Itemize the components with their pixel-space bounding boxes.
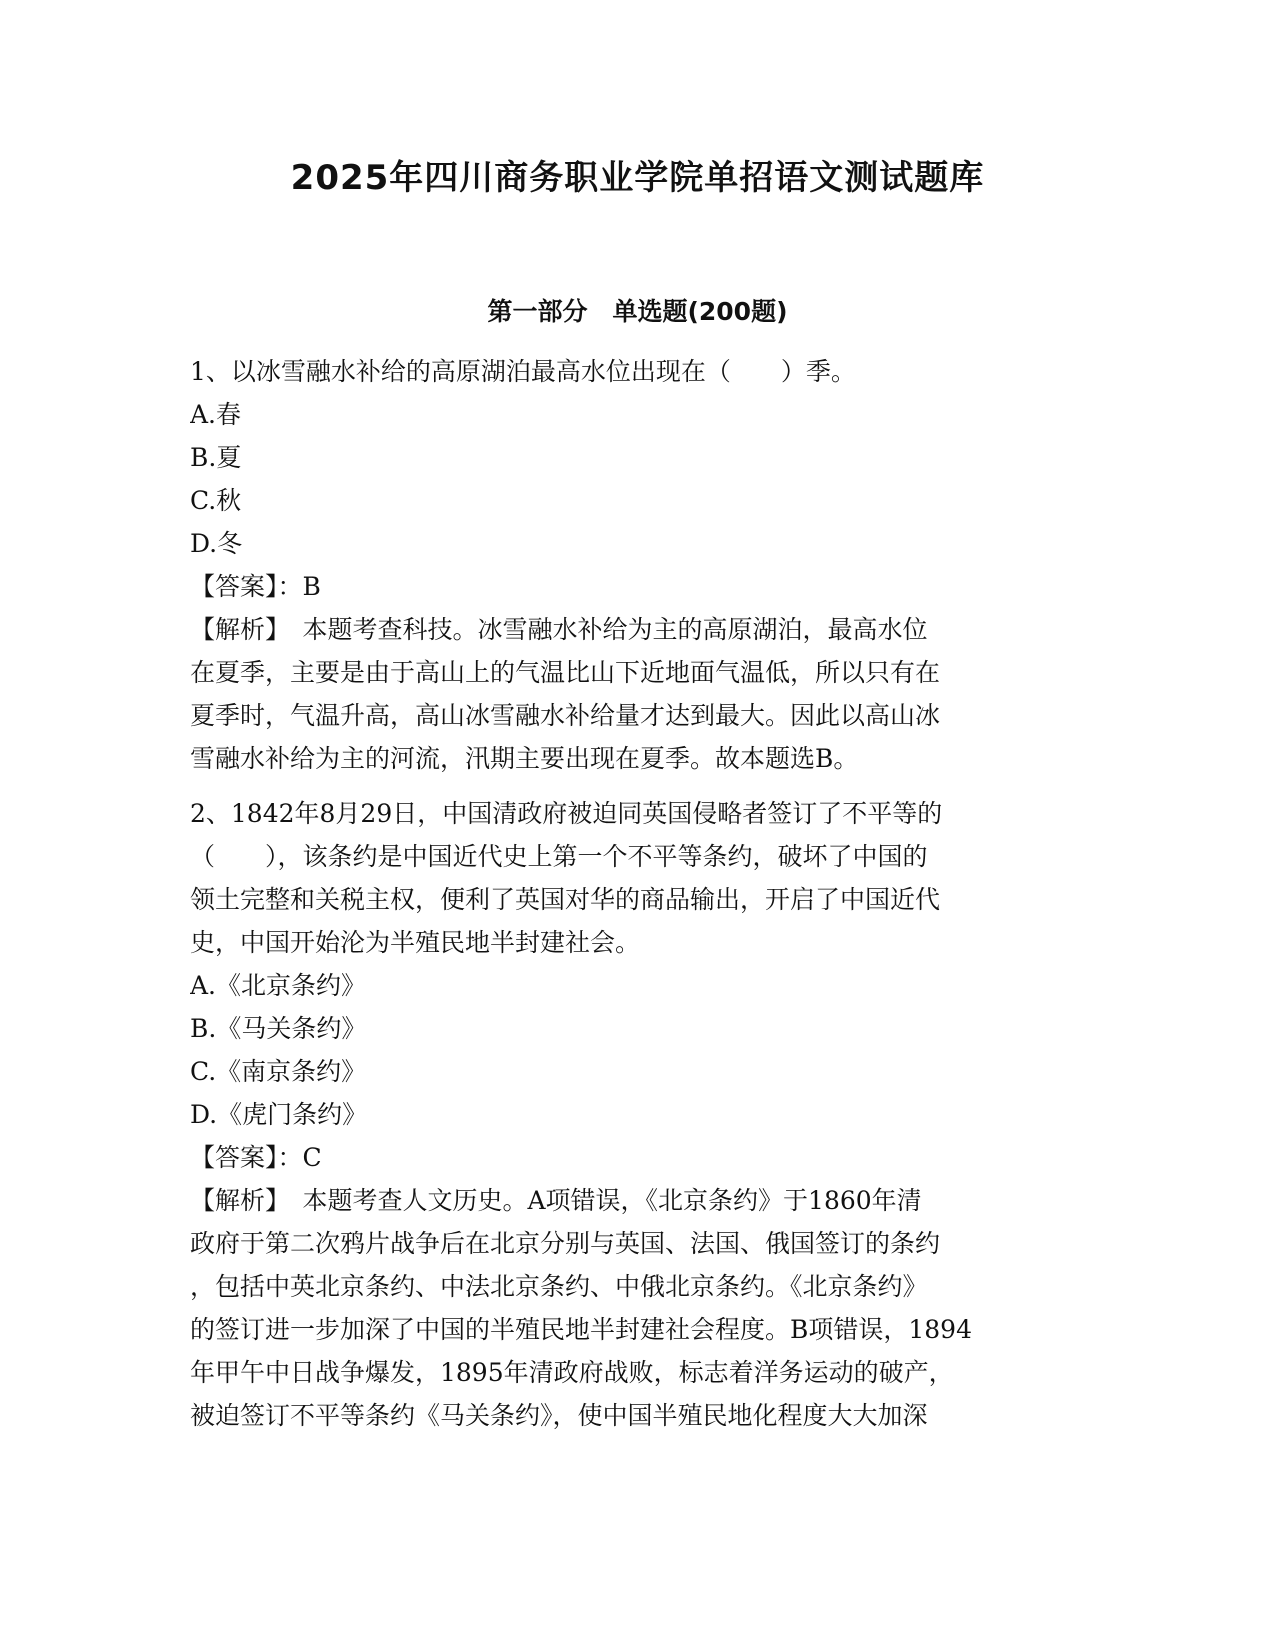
analysis-line: 的签订进一步加深了中国的半殖民地半封建社会程度。B项错误，1894 [190,1315,972,1344]
option-d: D.冬 [190,529,243,558]
analysis-line: 夏季时，气温升高，高山冰雪融水补给量才达到最大。因此以高山冰 [190,701,941,730]
analysis-line: 年甲午中日战争爆发，1895年清政府战败，标志着洋务运动的破产， [190,1358,954,1387]
option-b: B.夏 [190,443,242,472]
option-a: A.《北京条约》 [190,971,367,1000]
question-stem-line: 1、以冰雪融水补给的高原湖泊最高水位出现在（ ）季。 [190,357,856,386]
option-c: C.《南京条约》 [190,1057,367,1086]
option-c: C.秋 [190,486,242,515]
question-1 [190,350,1080,780]
question-spacer [190,780,1080,792]
section-heading: 第一部分 单选题(200题) [487,297,788,326]
document-title: 2025年四川商务职业学院单招语文测试题库 [290,158,985,198]
analysis-line: 在夏季，主要是由于高山上的气温比山下近地面气温低，所以只有在 [190,658,941,687]
analysis-line: 【解析】 本题考查科技。冰雪融水补给为主的高原湖泊，最高水位 [190,615,928,644]
answer-line: 【答案】：B [190,572,321,601]
analysis-line: ，包括中英北京条约、中法北京条约、中俄北京条约。《北京条约》 [190,1272,928,1301]
question-stem-line: 2、1842年8月29日，中国清政府被迫同英国侵略者签订了不平等的 [190,799,943,828]
question-stem-line: （ ），该条约是中国近代史上第一个不平等条约，破坏了中国的 [190,842,928,871]
analysis-line: 被迫签订不平等条约《马关条约》，使中国半殖民地化程度大大加深 [190,1401,928,1430]
option-b: B.《马关条约》 [190,1014,367,1043]
option-d: D.《虎门条约》 [190,1100,368,1129]
analysis-line: 【解析】 本题考查人文历史。A项错误，《北京条约》于1860年清 [190,1186,922,1215]
analysis-line: 雪融水补给为主的河流，汛期主要出现在夏季。故本题选B。 [190,744,859,773]
document-body [190,350,1080,1437]
analysis-line: 政府于第二次鸦片战争后在北京分别与英国、法国、俄国签订的条约 [190,1229,941,1258]
question-stem-line: 领土完整和关税主权，便利了英国对华的商品输出，开启了中国近代 [190,885,941,914]
option-a: A.春 [190,400,242,429]
question-2 [190,792,1080,1437]
answer-line: 【答案】：C [190,1143,322,1172]
question-stem-line: 史，中国开始沦为半殖民地半封建社会。 [190,928,641,957]
